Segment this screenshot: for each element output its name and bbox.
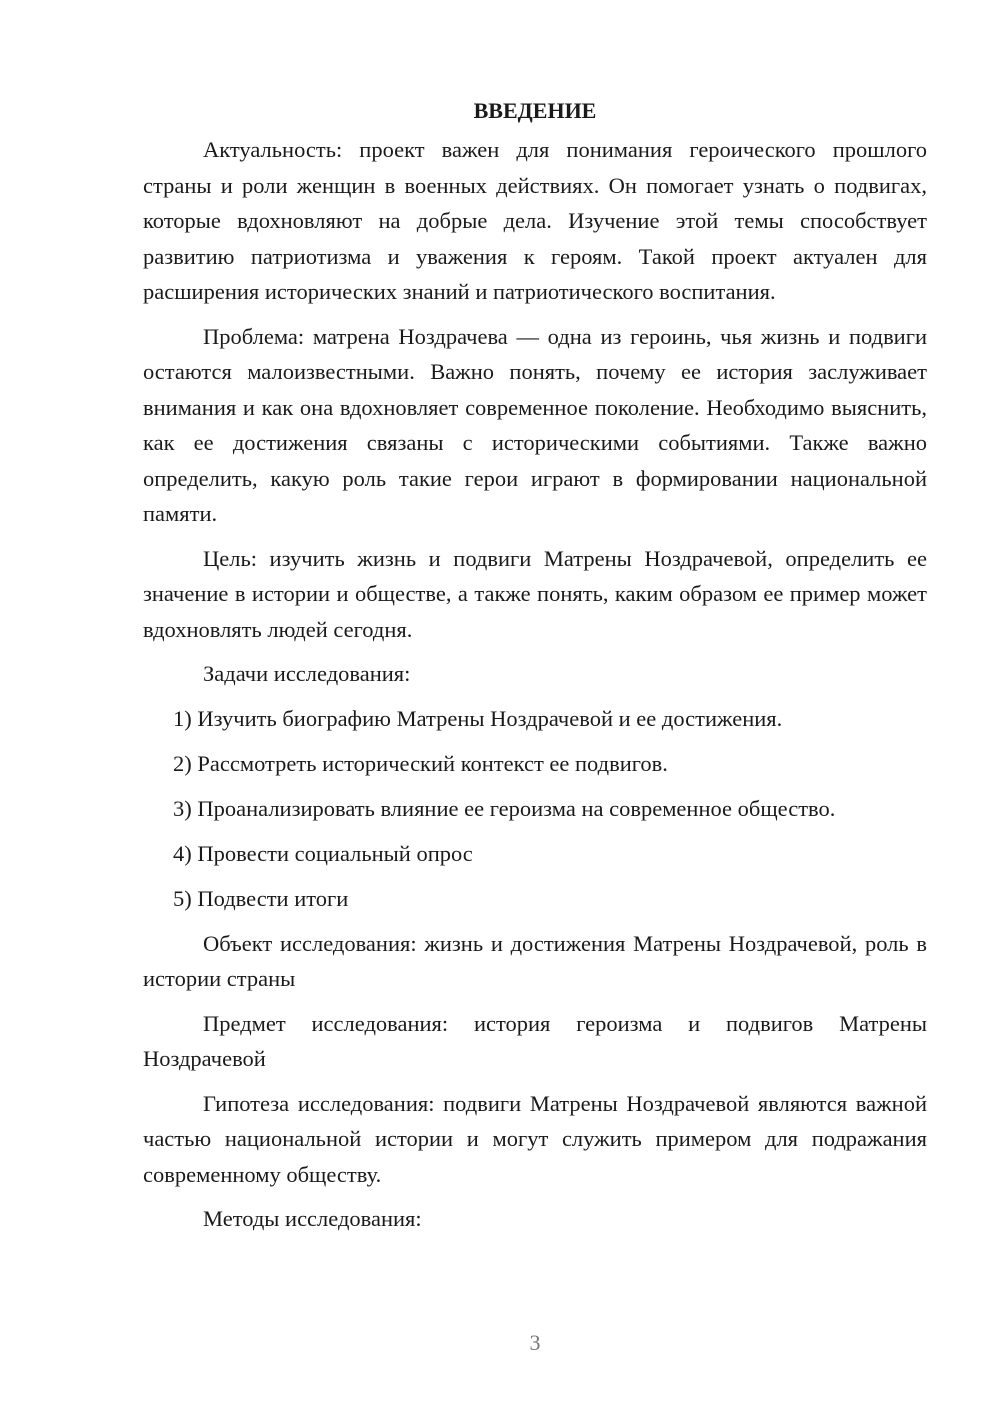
document-page bbox=[143, 94, 927, 1246]
paragraph-relevance: Актуальность: проект важен для понимания героического прошлого страны и роли женщин в военных действиях. Он помогает узнать о подвигах, которые вдохновляют на добрые дела. Изучение этой темы способствует развитию патриотизма и уважения к героям. Такой проект актуален для расширения исторических знаний и патриотического воспитания. bbox=[143, 137, 927, 304]
paragraph-problem: Проблема: матрена Ноздрачева — одна из героинь, чья жизнь и подвиги остаются малоизвестными. Важно понять, почему ее история заслуживает внимания и как она вдохновляет современное поколение. Необходимо выяснить, как ее достижения связаны с историческими событиями. Также важно определить, какую роль такие герои играют в формировании национальной памяти. bbox=[143, 323, 927, 526]
paragraph-goal: Цель: изучить жизнь и подвиги Матрены Ноздрачевой, определить ее значение в истории и обществе, а также понять, каким образом ее пример может вдохновлять людей сегодня. bbox=[143, 545, 927, 642]
section-heading: ВВЕДЕНИЕ bbox=[473, 98, 597, 123]
task-item-1: 1) Изучить биографию Матрены Ноздрачевой и ее достижения. bbox=[173, 705, 783, 731]
task-item-5: 5) Подвести итоги bbox=[173, 885, 349, 911]
methods-heading: Методы исследования: bbox=[203, 1206, 422, 1231]
paragraph-object: Объект исследования: жизнь и достижения Матрены Ноздрачевой, роль в истории страны bbox=[143, 930, 927, 991]
task-item-2: 2) Рассмотреть исторический контекст ее подвигов. bbox=[173, 750, 668, 776]
tasks-heading: Задачи исследования: bbox=[203, 661, 411, 686]
tasks-list bbox=[143, 701, 927, 917]
paragraph-hypothesis: Гипотеза исследования: подвиги Матрены Ноздрачевой являются важной частью национальной истории и могут служить примером для подражания современному обществу. bbox=[143, 1090, 927, 1187]
paragraph-subject: Предмет исследования: история героизма и подвигов Матрены Ноздрачевой bbox=[143, 1010, 927, 1071]
task-item-3: 3) Проанализировать влияние ее героизма на современное общество. bbox=[173, 795, 836, 821]
page-number: 3 bbox=[529, 1330, 541, 1355]
task-item-4: 4) Провести социальный опрос bbox=[173, 840, 473, 866]
